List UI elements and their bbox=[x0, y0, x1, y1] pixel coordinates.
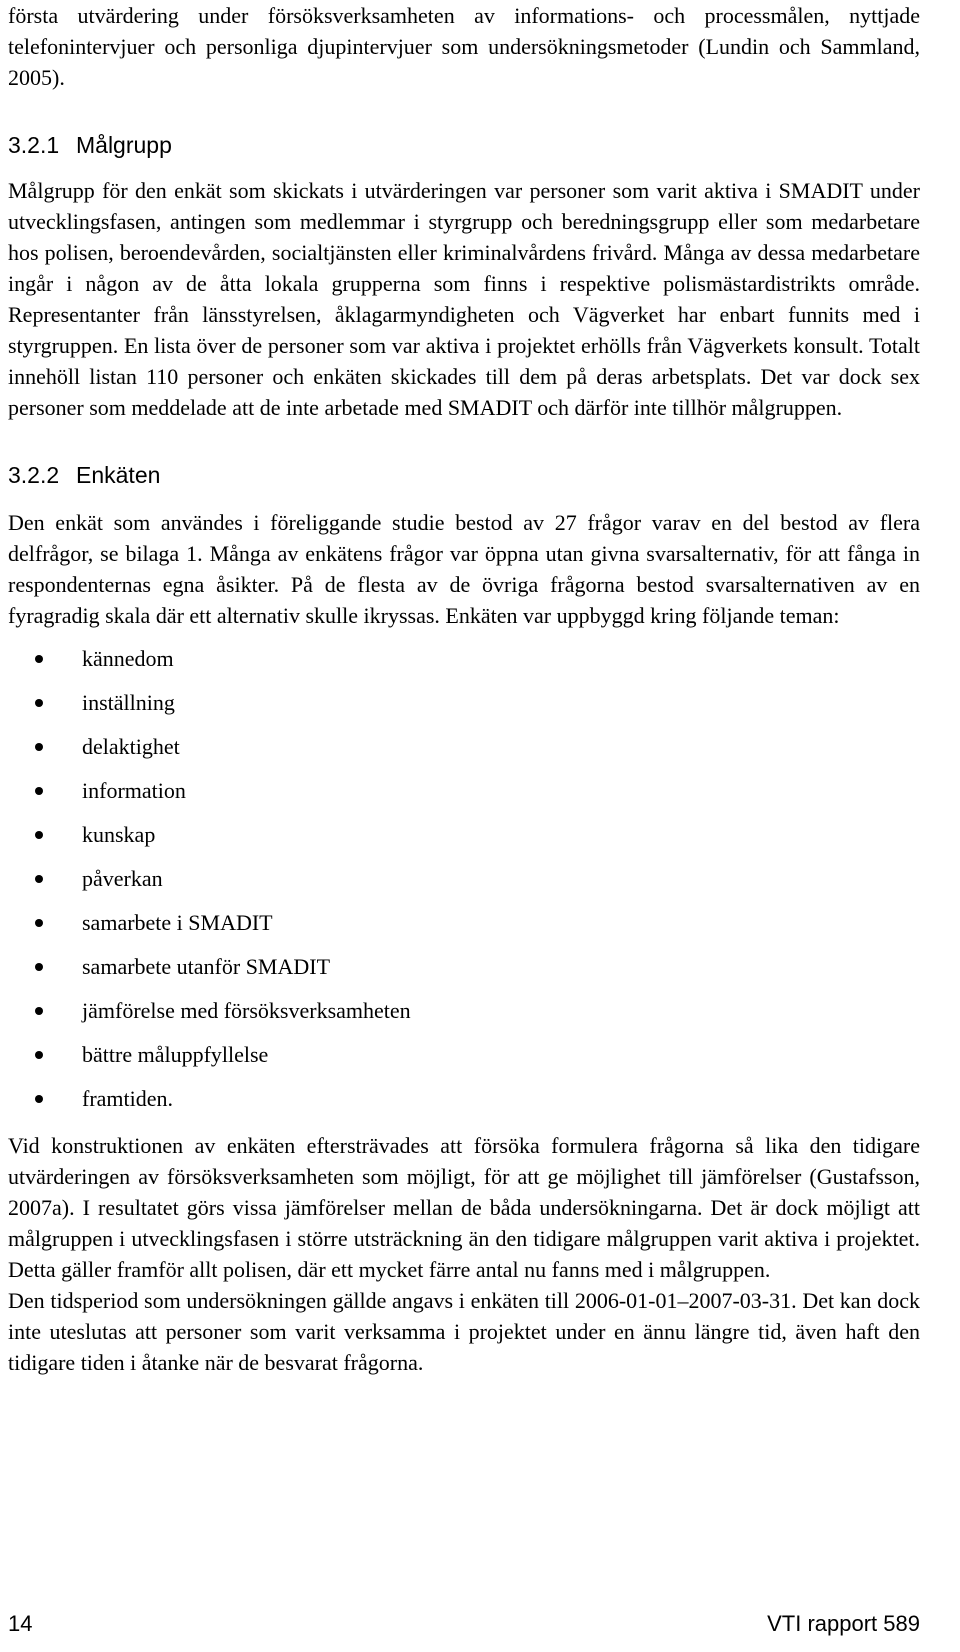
topic-label: framtiden. bbox=[82, 1086, 174, 1111]
topic-label: samarbete i SMADIT bbox=[82, 910, 273, 935]
section-heading-enkaten bbox=[8, 460, 920, 491]
bullet-icon bbox=[35, 1007, 43, 1015]
bullet-icon bbox=[35, 875, 43, 883]
page-number: 14 bbox=[8, 1611, 33, 1636]
section-number: 3.2.2 bbox=[8, 462, 60, 488]
topic-label: kunskap bbox=[82, 822, 156, 847]
list-item bbox=[8, 1077, 920, 1121]
section-heading-malgrupp bbox=[8, 130, 920, 161]
bullet-icon bbox=[35, 831, 43, 839]
topic-label: inställning bbox=[82, 690, 175, 715]
time-period-paragraph: Den tidsperiod som undersökningen gällde angavs i enkäten till 2006-01-01–2007-03-31. Det kan dock inte uteslutas att personer som varit verksamma i projektet under en ännu längre tid, även haft den tidigare tiden i åtanke när de besvarat frågorna. bbox=[8, 1288, 920, 1375]
topic-label: jämförelse med försöksverksamheten bbox=[82, 998, 411, 1023]
bullet-icon bbox=[35, 655, 43, 663]
malgrupp-paragraph: Målgrupp för den enkät som skickats i utvärderingen var personer som varit aktiva i SMADIT under utvecklingsfasen, antingen som medlemmar i styrgrupp och beredningsgrupp eller som medarbetare hos polisen, beroendevården, socialtjänsten eller kriminalvårdens frivård. Många av dessa medarbetare ingår i någon av de åtta lokala grupperna som finns i respektive polismästardistrikts område. Representanter från länsstyrelsen, åklagarmyndigheten och Vägverket har enbart funnits med i styrgruppen. En lista över de personer som var aktiva i projektet erhölls från Vägverkets konsult. Totalt innehöll listan 110 personer och enkäten skickades till dem på deras arbetsplats. Det var dock sex personer som meddelade att de inte arbetade med SMADIT och därför inte tillhör målgruppen. bbox=[8, 178, 920, 420]
section-title: Enkäten bbox=[76, 462, 161, 488]
topic-label: kännedom bbox=[82, 646, 174, 671]
list-item bbox=[8, 637, 920, 681]
topic-label: samarbete utanför SMADIT bbox=[82, 954, 331, 979]
list-item bbox=[8, 857, 920, 901]
list-item bbox=[8, 1033, 920, 1077]
bullet-icon bbox=[35, 743, 43, 751]
list-item bbox=[8, 901, 920, 945]
page-footer bbox=[8, 1608, 920, 1639]
bullet-icon bbox=[35, 787, 43, 795]
topic-label: påverkan bbox=[82, 866, 163, 891]
topic-label: information bbox=[82, 778, 186, 803]
topic-list bbox=[8, 637, 920, 1121]
construction-paragraph: Vid konstruktionen av enkäten eftersträvades att försöka formulera frågorna så lika den tidigare utvärderingen av försöksverksamheten som möjligt, för att ge möjlighet till jämförelser (Gustafsson, 2007a). I resultatet görs vissa jämförelser mellan de båda undersökningarna. Det är dock möjligt att målgruppen i utvecklingsfasen i större utsträckning än den tidigare målgruppen varit aktiva i projektet. Detta gäller framför allt polisen, där ett mycket färre antal nu fanns med i målgruppen. bbox=[8, 1133, 920, 1282]
bullet-icon bbox=[35, 1051, 43, 1059]
list-item bbox=[8, 681, 920, 725]
bullet-icon bbox=[35, 919, 43, 927]
report-name: VTI rapport 589 bbox=[767, 1611, 920, 1636]
bullet-icon bbox=[35, 1095, 43, 1103]
topic-label: delaktighet bbox=[82, 734, 180, 759]
topic-label: bättre måluppfyllelse bbox=[82, 1042, 269, 1067]
bullet-icon bbox=[35, 963, 43, 971]
list-item bbox=[8, 769, 920, 813]
list-item bbox=[8, 945, 920, 989]
enkaten-paragraph: Den enkät som användes i föreliggande studie bestod av 27 frågor varav en del bestod av flera delfrågor, se bilaga 1. Många av enkätens frågor var öppna utan givna svarsalternativ, för att fånga in respondenternas egna åsikter. På de flesta av de övriga frågorna bestod svarsalternativen av en fyragradig skala där ett alternativ skulle ikryssas. Enkäten var uppbyggd kring följande teman: bbox=[8, 510, 920, 628]
list-item bbox=[8, 989, 920, 1033]
section-number: 3.2.1 bbox=[8, 132, 60, 158]
list-item bbox=[8, 725, 920, 769]
bullet-icon bbox=[35, 699, 43, 707]
intro-paragraph: första utvärdering under försöksverksamheten av informations- och processmålen, nyttjade telefonintervjuer och personliga djupintervjuer som undersökningsmetoder (Lundin och Sammland, 2005). bbox=[8, 3, 920, 90]
section-title: Målgrupp bbox=[76, 132, 172, 158]
document-page bbox=[8, 0, 920, 1378]
list-item bbox=[8, 813, 920, 857]
